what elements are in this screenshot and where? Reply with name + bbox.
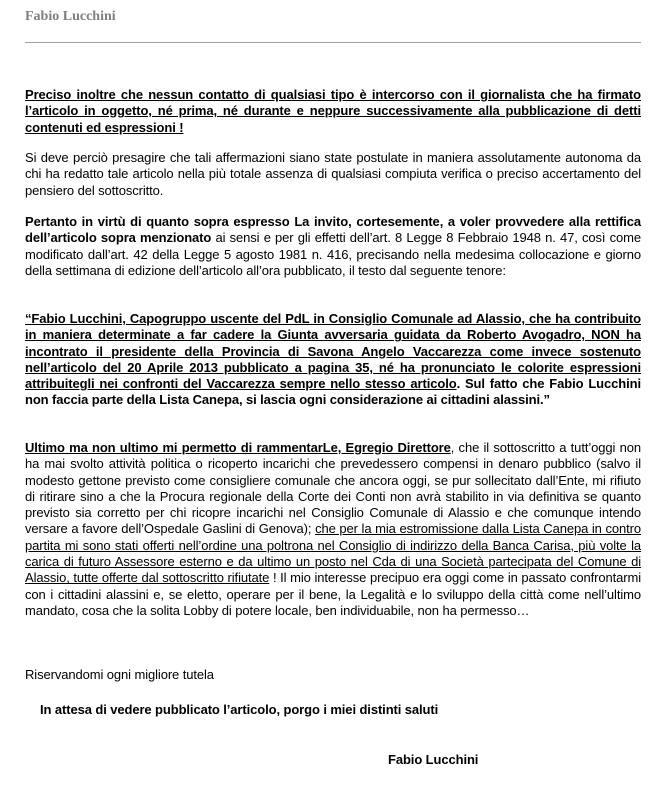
signature: Fabio Lucchini — [388, 752, 479, 767]
rectification-bold-text: Pertanto in virtù di quanto sopra espresso La invito, cortesemente, a voler provvedere alla rettifica dell’articolo sopra menzionato — [25, 214, 641, 246]
paragraph-rectification-request — [25, 214, 641, 279]
paragraph-no-contact: Preciso inoltre che nessun contatto di qualsiasi tipo è intercorso con il giornalista che ha firmato l’articolo in oggetto, né prima, né durante e neppure successivamente alla pubblicazione di detti contenuti ed espressioni ! — [25, 87, 641, 135]
paragraph-rectification-text — [25, 311, 641, 409]
rectification-quote-rest: . Sul fatto che Fabio Lucchini non faccia parte della Lista Canepa, si lascia ogni considerazione ai cittadini alassini.” — [25, 376, 641, 408]
paragraph-presumption: Si deve perciò presagire che tali affermazioni siano state postulate in maniera assolutamente autonoma da chi ha redatto tale articolo nella più totale assenza di qualsiasi compiuta verifica o preciso accertamento del pensiero del sottoscritto. — [25, 150, 641, 198]
paragraph-closing: In attesa di vedere pubblicato l’articolo, porgo i miei distinti saluti — [40, 702, 439, 717]
rectification-quote-underlined: “Fabio Lucchini, Capogruppo uscente del PdL in Consiglio Comunale ad Alassio, che ha contribuito in maniera determinate a far cadere la Giunta avversaria guidata da Roberto Avogadro, NON ha incontrato il presidente della Provincia di Savona Angelo Vaccarezza come invece sostenuto nell’articolo del 20 Aprile 2013 pubblicato a pagina 35, né ha pronunciato le colorite espressioni attribuitegli nei confronti del Vaccarezza sempre nello stesso articolo — [25, 311, 641, 392]
header-author: Fabio Lucchini — [25, 9, 116, 24]
paragraph-reminder — [25, 440, 641, 619]
paragraph-reservation: Riservandomi ogni migliore tutela — [25, 667, 214, 682]
reminder-text-2: ! Il mio interesse precipuo era oggi come in passato confrontarmi con i cittadini alassini e, se eletto, operare per il bene, la Legalità e lo sviluppo della città come nell’ultimo mandato, cosa che la solita Lobby di potere locale, ben individuabile, non ha permesso… — [25, 570, 641, 618]
header-divider — [25, 42, 641, 43]
reminder-lead: Ultimo ma non ultimo mi permetto di rammentarLe, Egregio Direttore — [25, 440, 451, 455]
rectification-legal-text: ai sensi e per gli effetti dell’art. 8 Legge 8 Febbraio 1948 n. 47, così come modificato dall’art. 42 della Legge 5 agosto 1981 n. 416, precisando nella medesima collocazione e giorno della settimana di edizione dell’articolo all’ora pubblicato, il testo dal seguente tenore: — [25, 230, 641, 278]
reminder-offers-underlined: che per la mia estromissione dalla Lista Canepa in contro partita mi sono stati offerti nell’ordine una poltrona nel Consiglio di indirizzo della Banca Carisa, più volte la carica di futuro Assessore esterno e da ultimo un posto nel Cda di una Società partecipata del Comune di Alassio, tutte offerte dal sottoscritto rifiutate — [25, 521, 641, 586]
reminder-text-1: , che il sottoscritto a tutt’oggi non ha mai svolto attività politica o ricoperto incarichi che prevedessero compensi in denaro pubblico (salvo il modesto gettone previsto come consigliere comunale che ancora oggi, se pur sollecitato dall’Ente, mi rifiuto di ritirare sino a che la Procura regionale della Corte dei Conti non avrà stabilito in via definitiva se quanto previsto sia corretto per chi ricopre incarichi nel Consiglio Comunale di Alassio e che comunque intendo versare a favore dell’Ospedale Gaslini di Genova); — [25, 440, 641, 537]
